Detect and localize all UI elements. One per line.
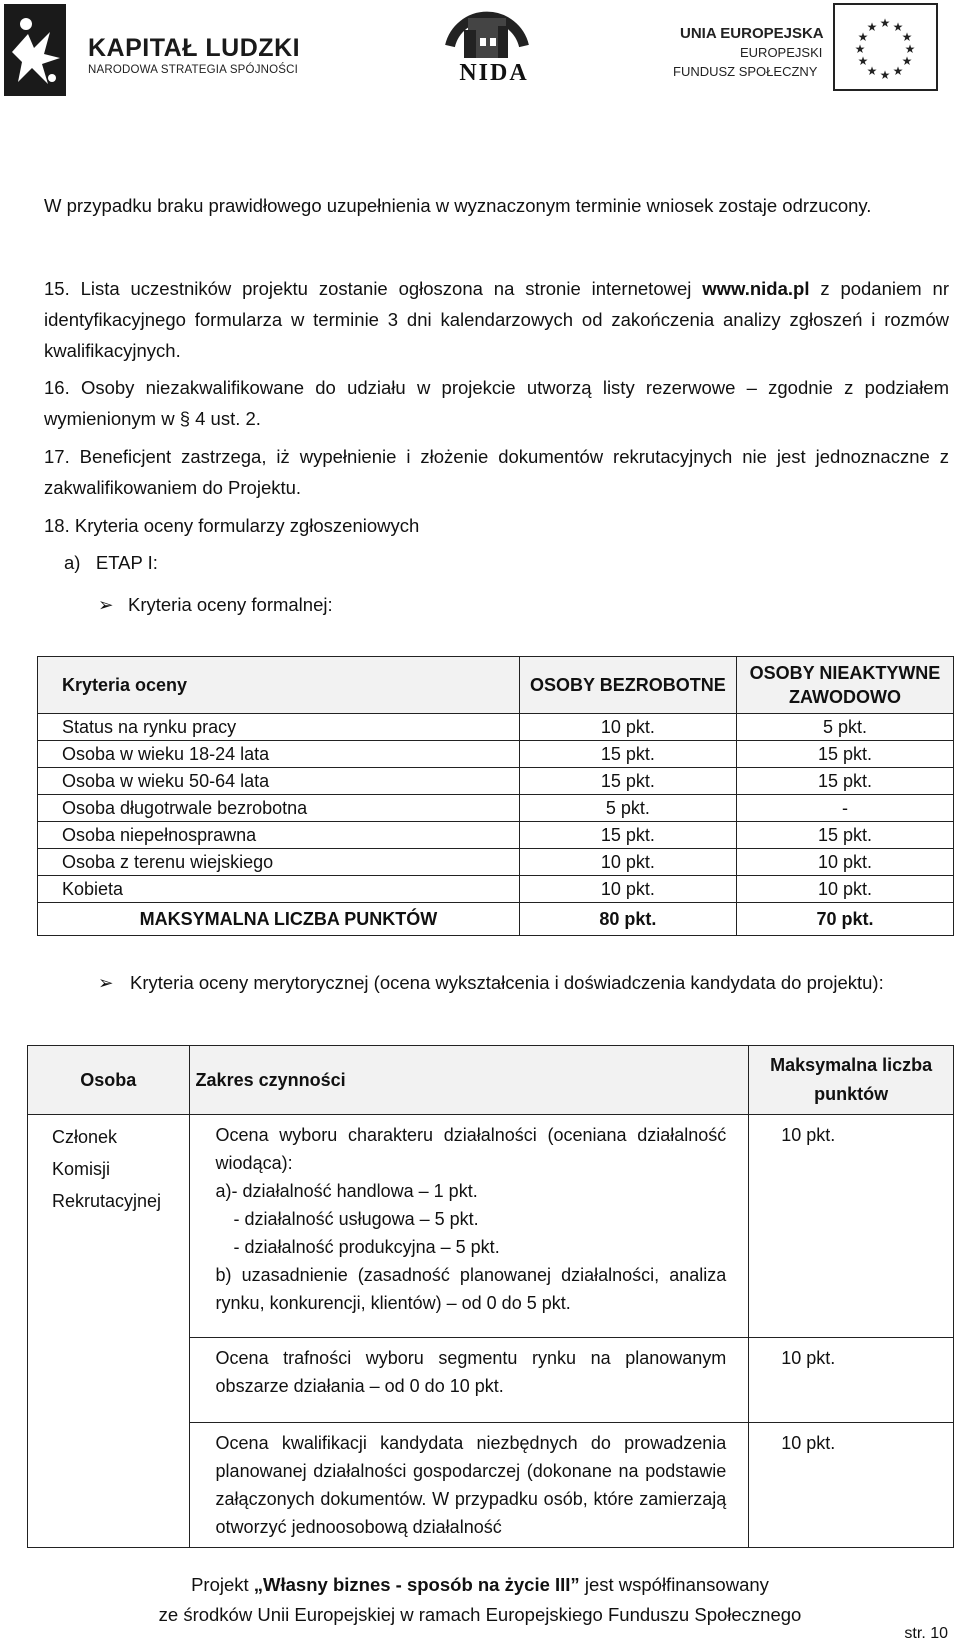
svg-text:★: ★ xyxy=(892,64,904,78)
footer-project-name: „Własny biznes - sposób na życie III” xyxy=(253,1574,580,1595)
criterion-cell: Kobieta xyxy=(38,876,520,903)
kapital-ludzki-emblem-icon xyxy=(4,4,94,99)
points-cell: 10 pkt. xyxy=(749,1338,954,1423)
table-row xyxy=(38,795,954,822)
table-row xyxy=(38,822,954,849)
paragraph-rejection: W przypadku braku prawidłowego uzupełnienia w wyznaczonym terminie wniosek zostaje odrzucony. xyxy=(44,195,872,216)
nida-logo-text: NIDA xyxy=(459,60,529,86)
eu-stars-icon xyxy=(835,5,936,89)
paragraph-18: 18. Kryteria oceny formularzy zgłoszeniowych xyxy=(44,515,420,536)
points-unemployed: 15 pkt. xyxy=(519,768,736,795)
points-unemployed: 10 pkt. xyxy=(519,849,736,876)
points-unemployed: 10 pkt. xyxy=(519,876,736,903)
page-number: str. 10 xyxy=(904,1625,948,1642)
criterion-cell: Osoba z terenu wiejskiego xyxy=(38,849,520,876)
criterion-cell: Osoba w wieku 50-64 lata xyxy=(38,768,520,795)
points-cell: 10 pkt. xyxy=(749,1423,954,1548)
scope-line: a)- działalność handlowa – 1 pkt. xyxy=(215,1181,478,1201)
scope-cell xyxy=(189,1115,749,1338)
eu-title: UNIA EUROPEJSKA xyxy=(680,25,824,42)
svg-text:★: ★ xyxy=(866,64,878,78)
footer-line-2: ze środków Unii Europejskiej w ramach Europejskiego Funduszu Społecznego xyxy=(158,1604,802,1625)
header-max-points: Maksymalna liczba punktów xyxy=(749,1046,954,1115)
footer-suffix: jest współfinansowany xyxy=(579,1574,769,1595)
points-inactive: 10 pkt. xyxy=(736,876,953,903)
paragraph-15 xyxy=(44,273,949,366)
scope-line: - działalność usługowa – 5 pkt. xyxy=(233,1209,479,1229)
footer-prefix: Projekt xyxy=(191,1574,254,1595)
criterion-cell: Osoba długotrwale bezrobotna xyxy=(38,795,520,822)
scope-line: b) uzasadnienie (zasadność planowanej działalności, analiza rynku, konkurencji, klientów) – od 0 do 5 pkt. xyxy=(215,1265,727,1313)
criterion-cell: Osoba w wieku 18-24 lata xyxy=(38,741,520,768)
formal-criteria-label: Kryteria oceny formalnej: xyxy=(128,594,333,615)
table-row xyxy=(38,849,954,876)
person-cell xyxy=(28,1115,190,1548)
svg-text:★: ★ xyxy=(901,30,913,44)
merit-criteria-heading xyxy=(98,968,948,998)
svg-text:★: ★ xyxy=(892,20,904,34)
header-person: Osoba xyxy=(28,1046,190,1115)
merit-criteria-label: Kryteria oceny merytorycznej (ocena wykształcenia i doświadczenia kandydata do projektu): xyxy=(130,972,884,993)
points-unemployed: 5 pkt. xyxy=(519,795,736,822)
kapital-ludzki-subtitle: NARODOWA STRATEGIA SPÓJNOŚCI xyxy=(88,64,299,76)
eu-fund-name: FUNDUSZ SPOŁECZNY xyxy=(673,64,818,79)
paragraph-15-rest: z podaniem nr identyfikacyjnego formularza w terminie 3 dni kalendarzowych od zakończenia analizy zgłoszeń i rozmów kwalifikacyjnych. xyxy=(44,278,950,361)
eu-flag-logo xyxy=(833,3,938,91)
svg-text:★: ★ xyxy=(904,42,916,56)
svg-text:★: ★ xyxy=(854,42,866,56)
svg-text:★: ★ xyxy=(857,30,869,44)
criterion-cell: Status na rynku pracy xyxy=(38,714,520,741)
person-line: Członek xyxy=(52,1127,118,1147)
table-row xyxy=(38,714,954,741)
points-inactive: 15 pkt. xyxy=(736,822,953,849)
total-inactive: 70 pkt. xyxy=(736,903,953,936)
table-row xyxy=(38,741,954,768)
total-label: MAKSYMALNA LICZBA PUNKTÓW xyxy=(38,903,520,936)
person-line: Komisji xyxy=(52,1159,111,1179)
person-line: Rekrutacyjnej xyxy=(52,1191,162,1211)
scope-cell: Ocena trafności wyboru segmentu rynku na planowanym obszarze działania – od 0 do 10 pkt. xyxy=(189,1338,749,1423)
svg-text:★: ★ xyxy=(879,68,891,82)
stage-heading: a) ETAP I: xyxy=(64,552,158,573)
svg-text:★: ★ xyxy=(901,54,913,68)
kapital-ludzki-title: KAPITAŁ LUDZKI xyxy=(88,34,301,62)
arrow-bullet-icon: ➢ xyxy=(98,594,114,615)
footer-line-1 xyxy=(0,1570,960,1600)
formal-criteria-heading xyxy=(98,594,333,616)
scope-line: Ocena wyboru charakteru działalności (oceniana działalność wiodąca): xyxy=(215,1125,727,1173)
table-row xyxy=(38,876,954,903)
table-row xyxy=(28,1115,954,1338)
scope-cell: Ocena kwalifikacji kandydata niezbędnych do prowadzenia planowanej działalności gospodarczej (dokonane na podstawie załączonych dokumentów. W przypadku osób, które zamierzają otworzyć jednoosobową działalność xyxy=(189,1423,749,1548)
table-header-row xyxy=(28,1046,954,1115)
points-inactive: 10 pkt. xyxy=(736,849,953,876)
website-link[interactable]: www.nida.pl xyxy=(702,278,810,299)
criterion-cell: Osoba niepełnosprawna xyxy=(38,822,520,849)
points-unemployed: 15 pkt. xyxy=(519,741,736,768)
points-inactive: 5 pkt. xyxy=(736,714,953,741)
header-unemployed: OSOBY BEZROBOTNE xyxy=(519,657,736,714)
table-row xyxy=(38,768,954,795)
points-inactive: 15 pkt. xyxy=(736,741,953,768)
total-unemployed: 80 pkt. xyxy=(519,903,736,936)
header-criteria: Kryteria oceny xyxy=(38,657,520,714)
eu-fund-line: EUROPEJSKI xyxy=(740,45,823,60)
header-inactive: OSOBY NIEAKTYWNE ZAWODOWO xyxy=(736,657,953,714)
points-cell: 10 pkt. xyxy=(749,1115,954,1338)
formal-criteria-table xyxy=(37,656,954,936)
paragraph-17: 17. Beneficjent zastrzega, iż wypełnienie i złożenie dokumentów rekrutacyjnych nie jest jednoznaczne z zakwalifikowaniem do Projektu. xyxy=(44,446,949,498)
scope-line: - działalność produkcyjna – 5 pkt. xyxy=(233,1237,500,1257)
merit-criteria-table xyxy=(27,1045,954,1548)
paragraph-16: 16. Osoby niezakwalifikowane do udziału w projekcie utworzą listy rezerwowe – zgodnie z podziałem wymienionym w § 4 ust. 2. xyxy=(44,377,949,429)
paragraph-15-lead: 15. Lista uczestników projektu zostanie ogłoszona na stronie internetowej xyxy=(44,278,703,299)
points-unemployed: 10 pkt. xyxy=(519,714,736,741)
table-total-row xyxy=(38,903,954,936)
table-header-row xyxy=(38,657,954,714)
svg-text:★: ★ xyxy=(866,20,878,34)
svg-text:★: ★ xyxy=(879,16,891,30)
points-inactive: 15 pkt. xyxy=(736,768,953,795)
header-scope: Zakres czynności xyxy=(189,1046,749,1115)
svg-text:★: ★ xyxy=(857,54,869,68)
points-inactive: - xyxy=(736,795,953,822)
points-unemployed: 15 pkt. xyxy=(519,822,736,849)
arrow-bullet-icon: ➢ xyxy=(98,972,114,993)
